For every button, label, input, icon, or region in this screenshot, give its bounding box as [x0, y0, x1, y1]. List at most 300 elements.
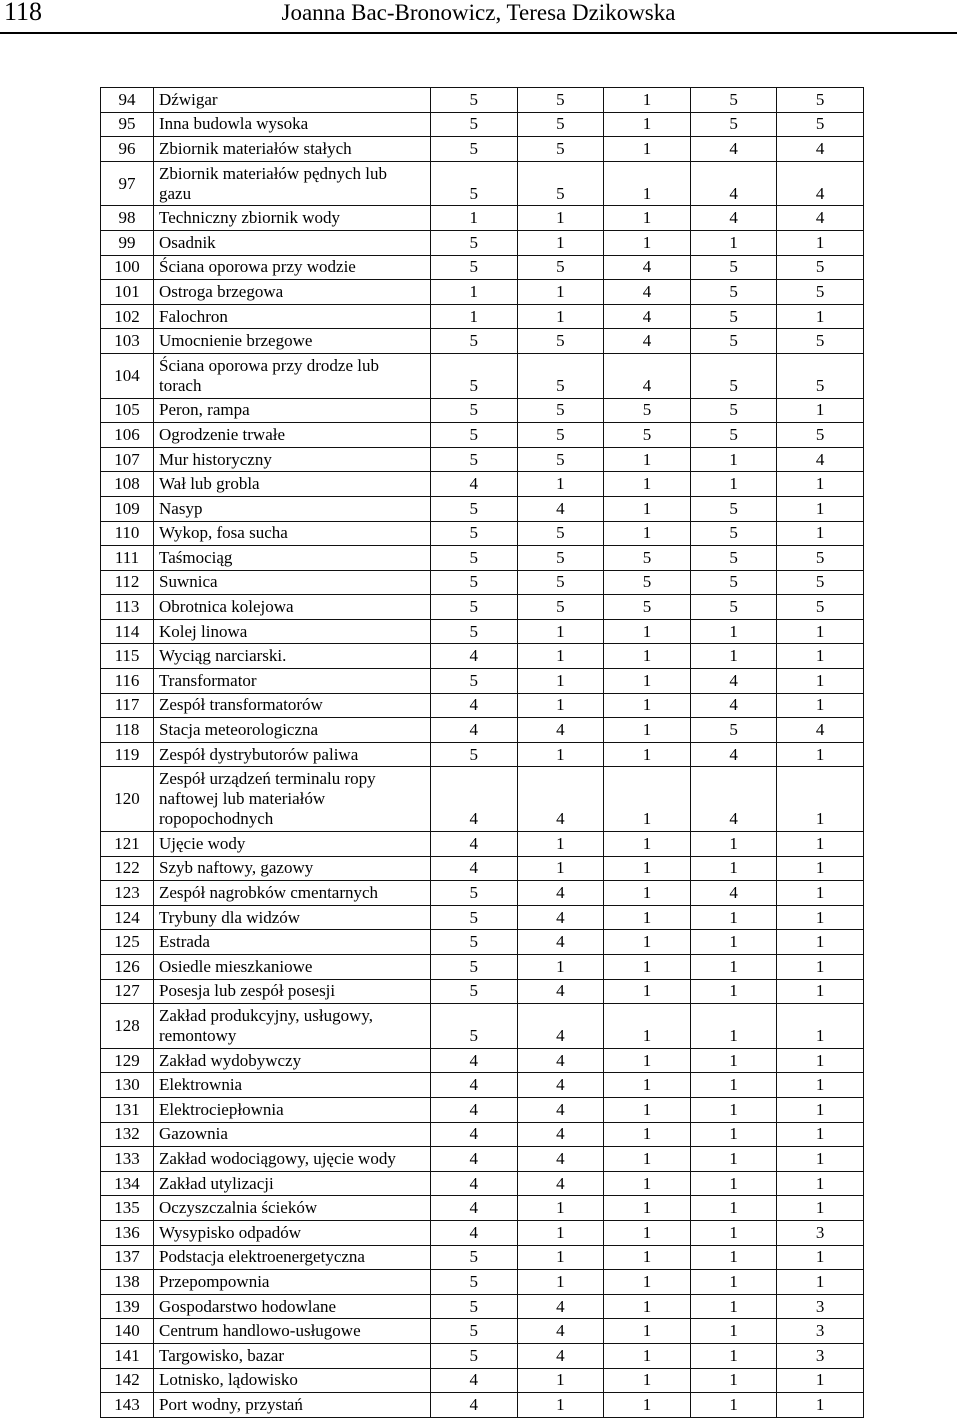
- value-cell: 1: [517, 955, 604, 980]
- value-cell: 1: [604, 1122, 691, 1147]
- value-cell: 1: [604, 1097, 691, 1122]
- object-name: Targowisko, bazar: [154, 1343, 431, 1368]
- object-name: Osiedle mieszkaniowe: [154, 955, 431, 980]
- row-number: 132: [101, 1122, 154, 1147]
- value-cell: 1: [604, 88, 691, 113]
- value-cell: 4: [604, 329, 691, 354]
- value-cell: 5: [517, 398, 604, 423]
- object-name: Przepompownia: [154, 1270, 431, 1295]
- value-cell: 5: [431, 496, 518, 521]
- value-cell: 4: [517, 1097, 604, 1122]
- object-name: Taśmociąg: [154, 546, 431, 571]
- row-number: 100: [101, 255, 154, 280]
- value-cell: 1: [690, 230, 777, 255]
- row-number: 133: [101, 1147, 154, 1172]
- table-row: [101, 1171, 864, 1196]
- value-cell: 1: [517, 304, 604, 329]
- value-cell: 5: [690, 398, 777, 423]
- value-cell: 1: [777, 693, 864, 718]
- object-name: Transformator: [154, 669, 431, 694]
- row-number: 108: [101, 472, 154, 497]
- value-cell: 5: [431, 955, 518, 980]
- row-number: 123: [101, 881, 154, 906]
- value-cell: 5: [517, 423, 604, 448]
- value-cell: 5: [777, 570, 864, 595]
- value-cell: 1: [517, 1196, 604, 1221]
- object-name: Ogrodzenie trwałe: [154, 423, 431, 448]
- value-cell: 1: [690, 979, 777, 1004]
- value-cell: 1: [604, 1171, 691, 1196]
- value-cell: 4: [604, 304, 691, 329]
- value-cell: 1: [777, 1393, 864, 1418]
- value-cell: 4: [431, 1393, 518, 1418]
- value-cell: 5: [431, 398, 518, 423]
- table-row: [101, 881, 864, 906]
- object-name: Oczyszczalnia ścieków: [154, 1196, 431, 1221]
- table-row: [101, 832, 864, 857]
- value-cell: 1: [777, 1196, 864, 1221]
- row-number: 96: [101, 137, 154, 162]
- value-cell: 1: [690, 1343, 777, 1368]
- value-cell: 4: [431, 832, 518, 857]
- value-cell: 5: [690, 280, 777, 305]
- value-cell: 5: [604, 398, 691, 423]
- value-cell: 5: [517, 353, 604, 398]
- value-cell: 1: [517, 1270, 604, 1295]
- object-name: Obrotnica kolejowa: [154, 595, 431, 620]
- page-number: 118: [4, 0, 43, 26]
- row-number: 110: [101, 521, 154, 546]
- value-cell: 4: [777, 447, 864, 472]
- value-cell: 1: [690, 1122, 777, 1147]
- object-name: Peron, rampa: [154, 398, 431, 423]
- table-body: [101, 88, 864, 1418]
- object-name: Zakład wodociągowy, ujęcie wody: [154, 1147, 431, 1172]
- object-name: Gazownia: [154, 1122, 431, 1147]
- row-number: 138: [101, 1270, 154, 1295]
- value-cell: 4: [431, 1097, 518, 1122]
- table-row: [101, 1147, 864, 1172]
- value-cell: 5: [431, 329, 518, 354]
- value-cell: 5: [431, 669, 518, 694]
- object-name: Szyb naftowy, gazowy: [154, 856, 431, 881]
- value-cell: 5: [431, 161, 518, 206]
- table-row: [101, 137, 864, 162]
- row-number: 102: [101, 304, 154, 329]
- value-cell: 4: [431, 1048, 518, 1073]
- value-cell: 1: [777, 472, 864, 497]
- value-cell: 1: [517, 472, 604, 497]
- row-number: 142: [101, 1368, 154, 1393]
- value-cell: 1: [604, 161, 691, 206]
- value-cell: 4: [517, 979, 604, 1004]
- value-cell: 1: [604, 1343, 691, 1368]
- object-name: Zespół transformatorów: [154, 693, 431, 718]
- value-cell: 5: [690, 304, 777, 329]
- row-number: 97: [101, 161, 154, 206]
- row-number: 122: [101, 856, 154, 881]
- value-cell: 5: [690, 570, 777, 595]
- value-cell: 5: [690, 255, 777, 280]
- value-cell: 5: [431, 137, 518, 162]
- value-cell: 1: [777, 1270, 864, 1295]
- value-cell: 1: [690, 930, 777, 955]
- row-number: 134: [101, 1171, 154, 1196]
- row-number: 125: [101, 930, 154, 955]
- value-cell: 1: [604, 1245, 691, 1270]
- row-number: 114: [101, 619, 154, 644]
- object-name: Zespół nagrobków cmentarnych: [154, 881, 431, 906]
- value-cell: 1: [604, 644, 691, 669]
- value-cell: 1: [777, 521, 864, 546]
- value-cell: 1: [777, 619, 864, 644]
- table-row: [101, 955, 864, 980]
- object-name: Kolej linowa: [154, 619, 431, 644]
- value-cell: 1: [690, 1393, 777, 1418]
- value-cell: 1: [431, 304, 518, 329]
- value-cell: 1: [604, 767, 691, 832]
- value-cell: 4: [690, 206, 777, 231]
- value-cell: 1: [604, 979, 691, 1004]
- value-cell: 5: [777, 353, 864, 398]
- value-cell: 4: [431, 1122, 518, 1147]
- row-number: 101: [101, 280, 154, 305]
- value-cell: 5: [517, 161, 604, 206]
- value-cell: 4: [431, 767, 518, 832]
- value-cell: 1: [604, 472, 691, 497]
- value-cell: 1: [604, 693, 691, 718]
- table-row: [101, 423, 864, 448]
- value-cell: 5: [431, 905, 518, 930]
- value-cell: 5: [431, 1343, 518, 1368]
- row-number: 109: [101, 496, 154, 521]
- value-cell: 1: [604, 1004, 691, 1049]
- value-cell: 4: [604, 255, 691, 280]
- row-number: 117: [101, 693, 154, 718]
- table-row: [101, 206, 864, 231]
- objects-table: [100, 87, 864, 1418]
- object-name: Estrada: [154, 930, 431, 955]
- row-number: 139: [101, 1294, 154, 1319]
- table-row: [101, 693, 864, 718]
- value-cell: 1: [517, 644, 604, 669]
- table-row: [101, 1196, 864, 1221]
- object-name: Ściana oporowa przy wodzie: [154, 255, 431, 280]
- value-cell: 1: [604, 1319, 691, 1344]
- table-row: [101, 521, 864, 546]
- value-cell: 5: [517, 137, 604, 162]
- table-row: [101, 905, 864, 930]
- value-cell: 1: [777, 1048, 864, 1073]
- value-cell: 4: [431, 1196, 518, 1221]
- value-cell: 1: [604, 955, 691, 980]
- value-cell: 1: [690, 472, 777, 497]
- value-cell: 4: [431, 1220, 518, 1245]
- value-cell: 5: [517, 88, 604, 113]
- table-row: [101, 1368, 864, 1393]
- table-row: [101, 1393, 864, 1418]
- value-cell: 4: [517, 1073, 604, 1098]
- value-cell: 1: [604, 1048, 691, 1073]
- value-cell: 1: [604, 1270, 691, 1295]
- value-cell: 1: [604, 930, 691, 955]
- value-cell: 1: [777, 742, 864, 767]
- value-cell: 5: [431, 447, 518, 472]
- value-cell: 1: [517, 742, 604, 767]
- value-cell: 1: [777, 1004, 864, 1049]
- value-cell: 5: [777, 255, 864, 280]
- value-cell: 5: [517, 570, 604, 595]
- object-name: Posesja lub zespół posesji: [154, 979, 431, 1004]
- value-cell: 5: [517, 447, 604, 472]
- value-cell: 5: [431, 521, 518, 546]
- object-name: Podstacja elektroenergetyczna: [154, 1245, 431, 1270]
- value-cell: 4: [517, 1343, 604, 1368]
- value-cell: 1: [690, 1368, 777, 1393]
- table-row: [101, 767, 864, 832]
- value-cell: 4: [777, 206, 864, 231]
- table-row: [101, 329, 864, 354]
- value-cell: 1: [777, 930, 864, 955]
- value-cell: 1: [517, 206, 604, 231]
- table-row: [101, 255, 864, 280]
- object-name: Zespół dystrybutorów paliwa: [154, 742, 431, 767]
- row-number: 112: [101, 570, 154, 595]
- value-cell: 4: [517, 1319, 604, 1344]
- value-cell: 1: [777, 1171, 864, 1196]
- object-name: Port wodny, przystań: [154, 1393, 431, 1418]
- value-cell: 5: [777, 280, 864, 305]
- object-name: Techniczny zbiornik wody: [154, 206, 431, 231]
- value-cell: 4: [431, 856, 518, 881]
- value-cell: 1: [604, 832, 691, 857]
- value-cell: 5: [517, 255, 604, 280]
- value-cell: 1: [517, 832, 604, 857]
- value-cell: 1: [604, 137, 691, 162]
- value-cell: 1: [604, 1393, 691, 1418]
- value-cell: 4: [431, 1147, 518, 1172]
- object-name: Dźwigar: [154, 88, 431, 113]
- value-cell: 1: [690, 1220, 777, 1245]
- value-cell: 5: [431, 1270, 518, 1295]
- value-cell: 1: [604, 1147, 691, 1172]
- row-number: 103: [101, 329, 154, 354]
- table-row: [101, 1294, 864, 1319]
- value-cell: 5: [431, 595, 518, 620]
- value-cell: 1: [690, 1004, 777, 1049]
- value-cell: 1: [777, 669, 864, 694]
- value-cell: 4: [431, 1171, 518, 1196]
- table-row: [101, 161, 864, 206]
- value-cell: 1: [690, 832, 777, 857]
- row-number: 107: [101, 447, 154, 472]
- value-cell: 5: [431, 930, 518, 955]
- value-cell: 1: [517, 1220, 604, 1245]
- table-row: [101, 1270, 864, 1295]
- row-number: 128: [101, 1004, 154, 1049]
- value-cell: 5: [431, 546, 518, 571]
- value-cell: 5: [431, 1319, 518, 1344]
- table-row: [101, 88, 864, 113]
- value-cell: 1: [777, 644, 864, 669]
- value-cell: 4: [517, 496, 604, 521]
- value-cell: 1: [690, 619, 777, 644]
- row-number: 95: [101, 112, 154, 137]
- object-name: Zakład wydobywczy: [154, 1048, 431, 1073]
- value-cell: 1: [604, 856, 691, 881]
- table-row: [101, 742, 864, 767]
- object-name: Ściana oporowa przy drodze lub torach: [154, 353, 431, 398]
- table-row: [101, 619, 864, 644]
- value-cell: 1: [517, 856, 604, 881]
- value-cell: 5: [604, 570, 691, 595]
- value-cell: 1: [690, 1147, 777, 1172]
- value-cell: 1: [690, 1171, 777, 1196]
- value-cell: 1: [777, 905, 864, 930]
- value-cell: 4: [517, 767, 604, 832]
- value-cell: 5: [690, 353, 777, 398]
- value-cell: 1: [777, 1122, 864, 1147]
- value-cell: 1: [690, 1270, 777, 1295]
- table-row: [101, 1122, 864, 1147]
- value-cell: 5: [604, 423, 691, 448]
- value-cell: 4: [777, 161, 864, 206]
- value-cell: 1: [777, 881, 864, 906]
- object-name: Zbiornik materiałów stałych: [154, 137, 431, 162]
- value-cell: 4: [517, 1171, 604, 1196]
- row-number: 118: [101, 718, 154, 743]
- value-cell: 1: [777, 1245, 864, 1270]
- table-row: [101, 546, 864, 571]
- value-cell: 1: [604, 1294, 691, 1319]
- table-row: [101, 1343, 864, 1368]
- value-cell: 1: [777, 1147, 864, 1172]
- row-number: 129: [101, 1048, 154, 1073]
- value-cell: 1: [604, 521, 691, 546]
- value-cell: 5: [690, 595, 777, 620]
- value-cell: 5: [777, 329, 864, 354]
- value-cell: 5: [777, 112, 864, 137]
- value-cell: 4: [431, 718, 518, 743]
- value-cell: 1: [690, 644, 777, 669]
- value-cell: 5: [431, 353, 518, 398]
- value-cell: 5: [431, 742, 518, 767]
- value-cell: 5: [517, 329, 604, 354]
- row-number: 106: [101, 423, 154, 448]
- value-cell: 4: [431, 644, 518, 669]
- value-cell: 1: [604, 1368, 691, 1393]
- row-number: 127: [101, 979, 154, 1004]
- value-cell: 1: [604, 881, 691, 906]
- object-name: Wysypisko odpadów: [154, 1220, 431, 1245]
- table-row: [101, 979, 864, 1004]
- value-cell: 5: [431, 881, 518, 906]
- row-number: 130: [101, 1073, 154, 1098]
- table-row: [101, 856, 864, 881]
- value-cell: 1: [690, 1073, 777, 1098]
- value-cell: 4: [777, 137, 864, 162]
- value-cell: 4: [431, 693, 518, 718]
- table-row: [101, 1220, 864, 1245]
- value-cell: 1: [777, 1097, 864, 1122]
- value-cell: 1: [604, 112, 691, 137]
- value-cell: 5: [690, 546, 777, 571]
- value-cell: 1: [517, 693, 604, 718]
- running-head-authors: Joanna Bac-Bronowicz, Teresa Dzikowska: [281, 0, 676, 25]
- value-cell: 1: [431, 280, 518, 305]
- table-row: [101, 595, 864, 620]
- table-row: [101, 280, 864, 305]
- value-cell: 5: [604, 546, 691, 571]
- value-cell: 1: [517, 1393, 604, 1418]
- table-row: [101, 570, 864, 595]
- value-cell: 1: [604, 206, 691, 231]
- value-cell: 5: [517, 521, 604, 546]
- value-cell: 4: [517, 1147, 604, 1172]
- value-cell: 3: [777, 1220, 864, 1245]
- table-row: [101, 644, 864, 669]
- value-cell: 1: [777, 1073, 864, 1098]
- value-cell: 1: [517, 619, 604, 644]
- value-cell: 5: [690, 329, 777, 354]
- row-number: 126: [101, 955, 154, 980]
- value-cell: 4: [431, 472, 518, 497]
- table-row: [101, 447, 864, 472]
- value-cell: 1: [777, 955, 864, 980]
- table-row: [101, 1245, 864, 1270]
- value-cell: 4: [517, 1122, 604, 1147]
- value-cell: 1: [777, 496, 864, 521]
- object-name: Zakład utylizacji: [154, 1171, 431, 1196]
- value-cell: 1: [604, 1220, 691, 1245]
- row-number: 105: [101, 398, 154, 423]
- value-cell: 1: [777, 832, 864, 857]
- table-row: [101, 496, 864, 521]
- row-number: 140: [101, 1319, 154, 1344]
- value-cell: 1: [777, 304, 864, 329]
- value-cell: 1: [604, 1196, 691, 1221]
- value-cell: 1: [777, 856, 864, 881]
- object-name: Elektrownia: [154, 1073, 431, 1098]
- value-cell: 5: [431, 1294, 518, 1319]
- object-name: Ostroga brzegowa: [154, 280, 431, 305]
- value-cell: 1: [517, 669, 604, 694]
- row-number: 141: [101, 1343, 154, 1368]
- row-number: 131: [101, 1097, 154, 1122]
- row-number: 94: [101, 88, 154, 113]
- object-name: Umocnienie brzegowe: [154, 329, 431, 354]
- value-cell: 5: [431, 979, 518, 1004]
- table-row: [101, 1004, 864, 1049]
- value-cell: 1: [690, 1319, 777, 1344]
- row-number: 137: [101, 1245, 154, 1270]
- value-cell: 5: [517, 546, 604, 571]
- object-name: Lotnisko, lądowisko: [154, 1368, 431, 1393]
- value-cell: 5: [690, 718, 777, 743]
- value-cell: 1: [690, 856, 777, 881]
- table-row: [101, 230, 864, 255]
- row-number: 111: [101, 546, 154, 571]
- value-cell: 4: [431, 1368, 518, 1393]
- table-row: [101, 718, 864, 743]
- value-cell: 5: [431, 88, 518, 113]
- object-name: Osadnik: [154, 230, 431, 255]
- row-number: 104: [101, 353, 154, 398]
- value-cell: 4: [431, 1073, 518, 1098]
- value-cell: 1: [690, 1097, 777, 1122]
- value-cell: 1: [604, 496, 691, 521]
- row-number: 98: [101, 206, 154, 231]
